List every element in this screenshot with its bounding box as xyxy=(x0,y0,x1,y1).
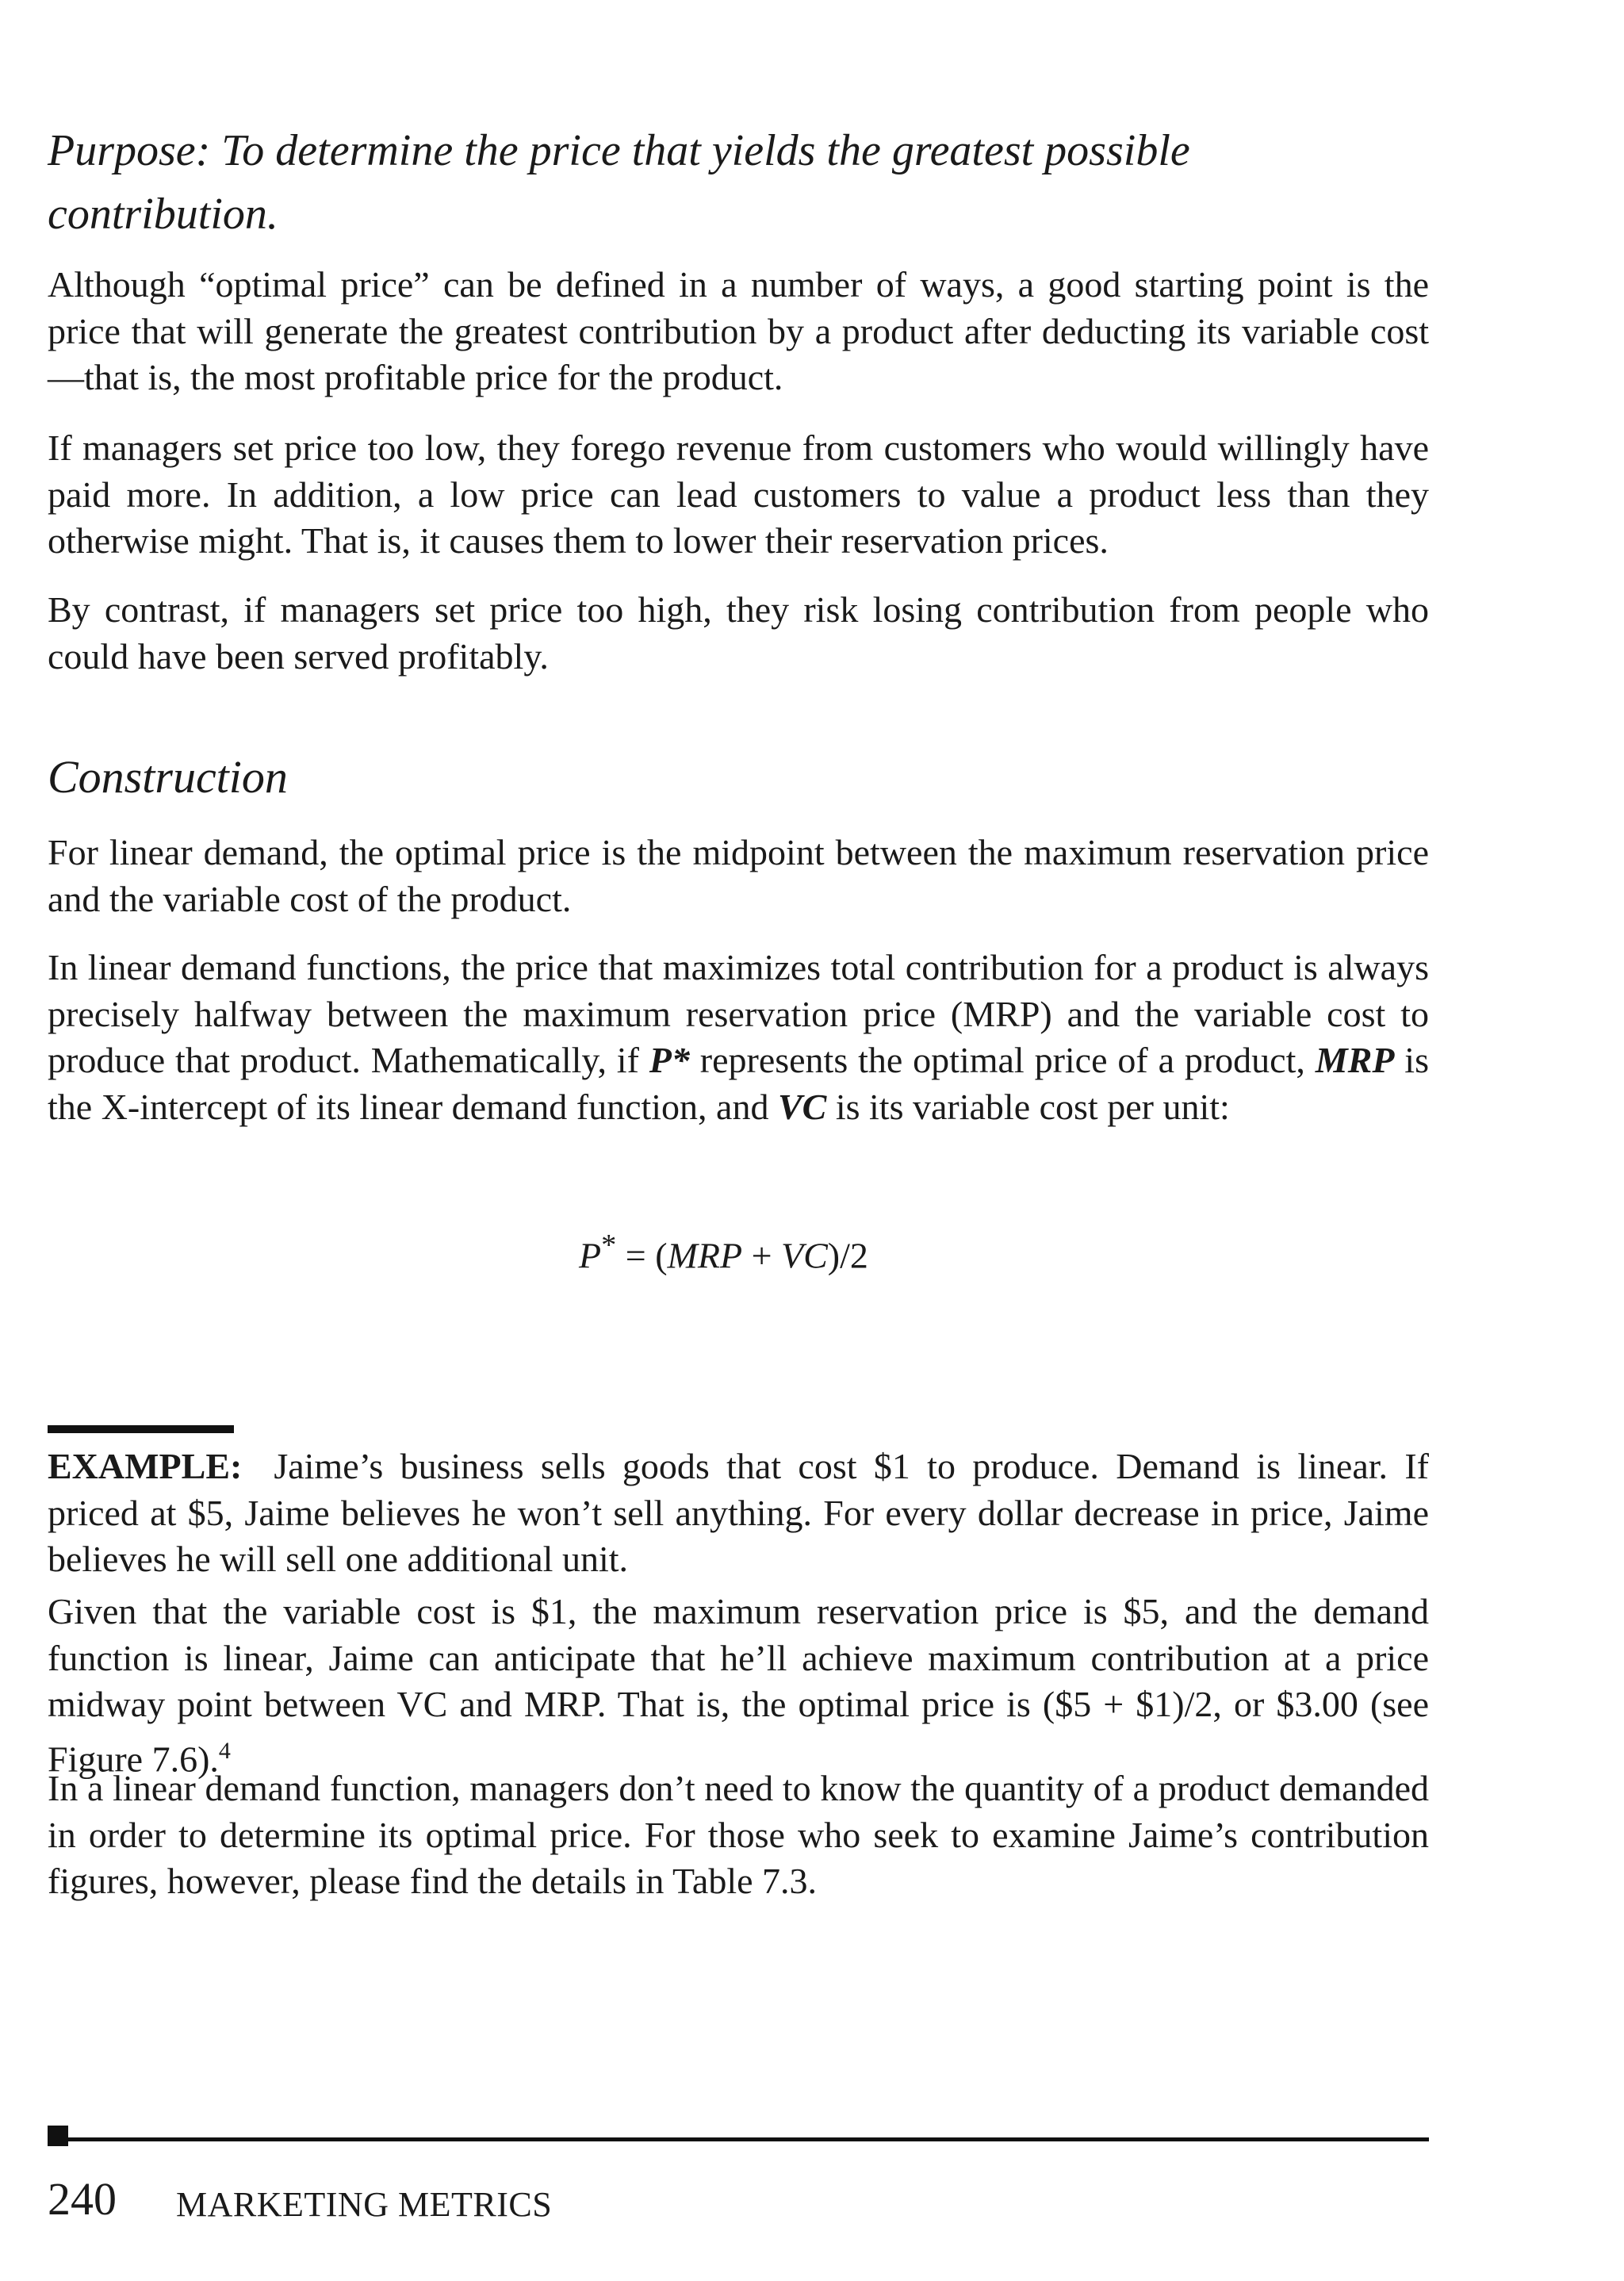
example-text: Jaime’s business sells goods that cost $1 to produce. Demand is linear. If priced at $5, Jaime believes he won’t sell anything. For every dollar decrease in price, Jaime believes he will sell one additional unit. xyxy=(48,1446,1429,1579)
term-mrp: MRP xyxy=(1315,1040,1395,1080)
section-heading-construction: Construction xyxy=(48,751,288,803)
footnote-marker: 4 xyxy=(218,1737,231,1764)
p5-text-2: represents the optimal price of a product, xyxy=(689,1040,1316,1080)
footer-rule xyxy=(48,2137,1429,2141)
example-paragraph-optimal-price xyxy=(48,1589,1429,1782)
running-head: MARKETING METRICS xyxy=(176,2185,553,2224)
p5-text-4: is its variable cost per unit: xyxy=(826,1086,1230,1127)
example-p7-text: Given that the variable cost is $1, the maximum reservation price is $5, and the demand function is linear, Jaime can anticipate that he’ll achieve maximum contribution at a price midway point between VC and MRP. That is, the optimal price is ($5 + $1)/2, or $3.00 (see Figure 7.6). xyxy=(48,1591,1429,1779)
footer-square-marker xyxy=(48,2126,68,2146)
example-paragraph-jaime-business xyxy=(48,1443,1429,1583)
p5-text-3: is the X-intercept of its linear demand function, and xyxy=(48,1040,1429,1127)
formula-star: * xyxy=(601,1229,617,1262)
page-number: 240 xyxy=(48,2173,117,2225)
formula-p: P xyxy=(579,1235,602,1276)
paragraph-price-too-low: If managers set price too low, they forego revenue from customers who would willingly have paid more. In addition, a low price can lead customers to value a product less than they otherwise might. That is, it causes them to lower their reservation prices. xyxy=(48,427,1429,561)
term-vc: VC xyxy=(777,1086,827,1127)
formula-tail: )/2 xyxy=(827,1235,868,1276)
example-rule xyxy=(48,1425,234,1433)
term-p-star: P* xyxy=(649,1040,690,1080)
formula-equals: = ( xyxy=(616,1235,668,1276)
example-paragraph-quantity: In a linear demand function, managers don’t need to know the quantity of a product demanded in order to determine its optimal price. For those who seek to examine Jaime’s contribution figures, however, please find the details in Table 7.3. xyxy=(48,1768,1429,1901)
purpose-line-2: contribution. xyxy=(48,190,278,239)
p5-text-1: In linear demand functions, the price that maximizes total contribution for a product is always precisely halfway between the maximum reservation price (MRP) and the variable cost to produce that product. Mathematically, if xyxy=(48,947,1429,1080)
formula-mrp: MRP xyxy=(667,1235,743,1276)
purpose-statement xyxy=(48,119,1429,246)
paragraph-price-too-high: By contrast, if managers set price too high, they risk losing contribution from people who could have been served profitably. xyxy=(48,589,1429,677)
purpose-line-1: Purpose: To determine the price that yields the greatest possible xyxy=(48,126,1190,175)
example-label: EXAMPLE: xyxy=(48,1446,243,1486)
formula-vc: VC xyxy=(781,1235,828,1276)
paragraph-linear-demand-functions xyxy=(48,945,1429,1130)
paragraph-optimal-price-definition: Although “optimal price” can be defined in a number of ways, a good starting point is the price that will generate the greatest contribution by a product after deducting its variable cost—that is, the most profitable price for the product. xyxy=(48,264,1429,397)
paragraph-linear-demand-midpoint: For linear demand, the optimal price is the midpoint between the maximum reservation price and the variable cost of the product. xyxy=(48,832,1429,919)
formula-plus: + xyxy=(742,1235,782,1276)
